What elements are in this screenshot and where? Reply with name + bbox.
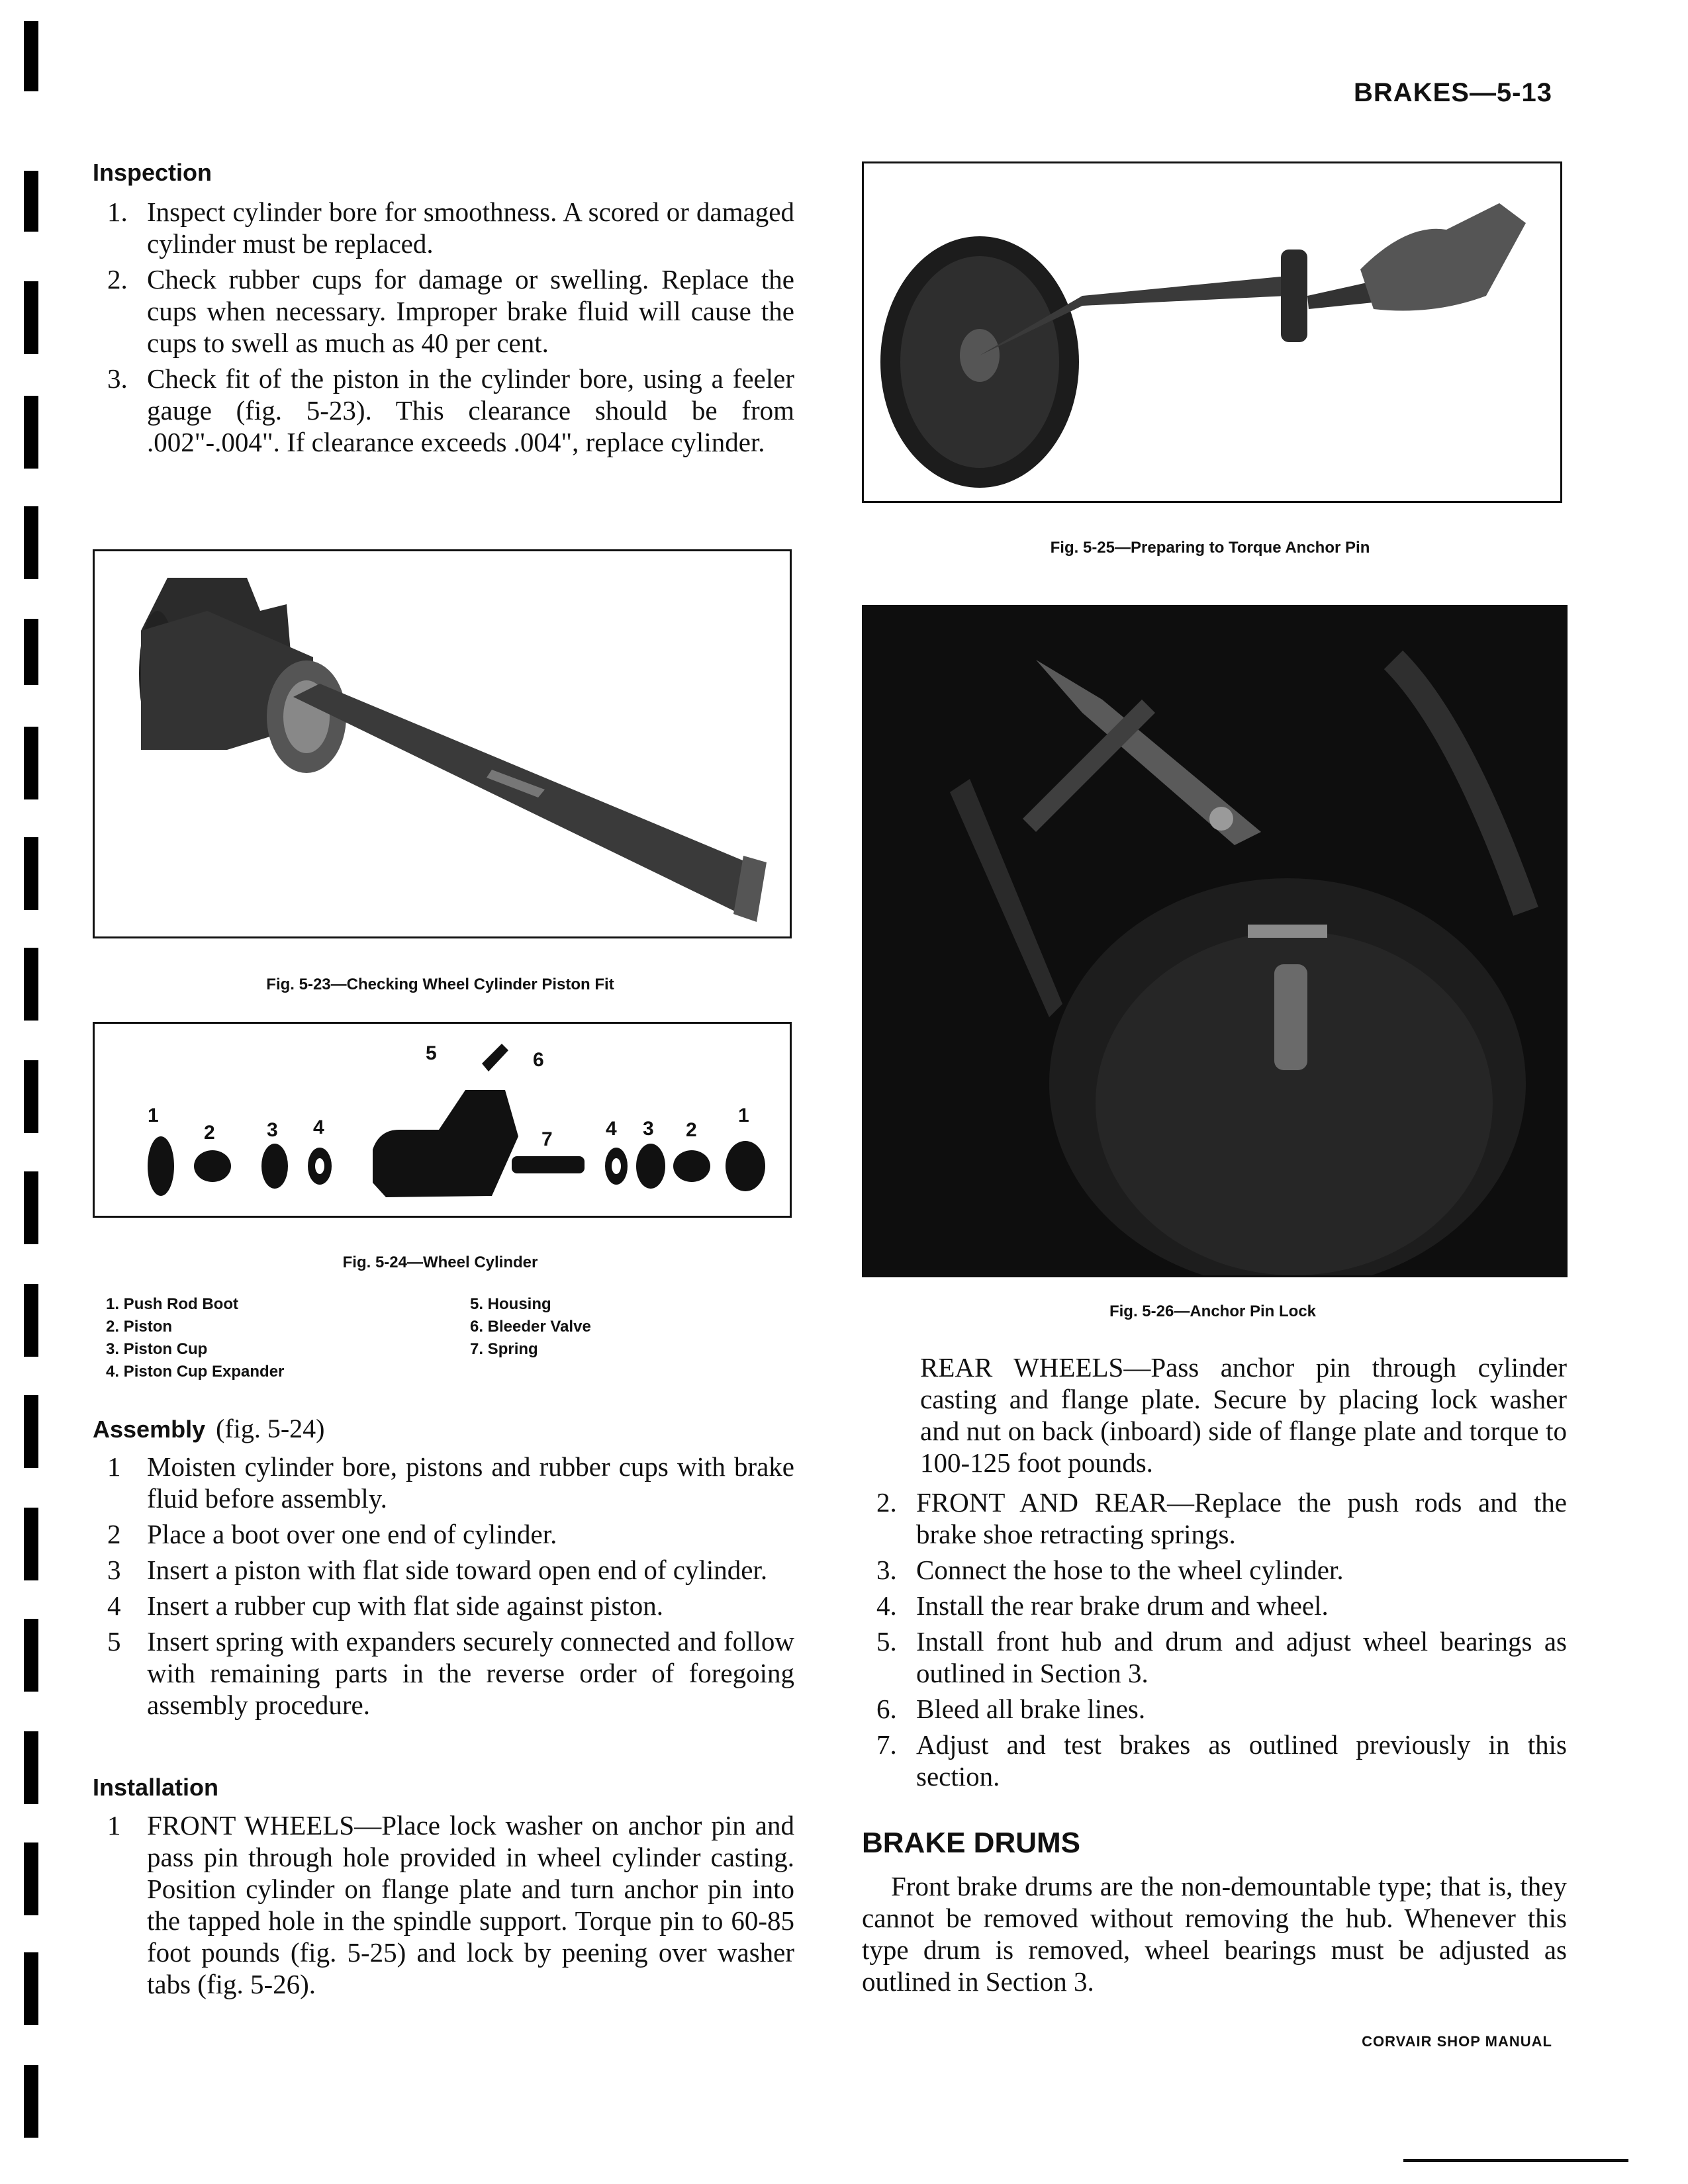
item-text: Insert a rubber cup with flat side against piston. — [147, 1590, 663, 1621]
item-text: Inspect cylinder bore for smoothness. A scored or damaged cylinder must be replaced. — [147, 197, 794, 259]
torque-anchor-pin-image — [864, 163, 1560, 501]
part-label: 2 — [686, 1119, 697, 1141]
item-number: 3 — [107, 1555, 121, 1585]
margin-mark — [24, 2065, 38, 2138]
assembly-list — [93, 1451, 794, 1721]
item-text: Bleed all brake lines. — [916, 1694, 1146, 1724]
item-text: Adjust and test brakes as outlined previously in this section. — [916, 1729, 1567, 1792]
list-item — [862, 1729, 1567, 1792]
margin-mark — [24, 1619, 38, 1692]
legend-item: 2. Piston — [106, 1318, 173, 1336]
rear-wheels-paragraph: REAR WHEELS—Pass anchor pin through cylinder casting and flange plate. Secure by placing lock washer and nut on back (inboard) side of flange plate and torque to 100-125 foot pounds. — [920, 1352, 1567, 1478]
margin-mark — [24, 1171, 38, 1244]
margin-mark — [24, 1395, 38, 1468]
item-number: 3. — [107, 363, 128, 394]
margin-mark — [24, 727, 38, 799]
legend-item: 5. Housing — [470, 1295, 551, 1313]
item-number: 5 — [107, 1626, 121, 1657]
list-item — [93, 1518, 794, 1550]
figure-5-25-caption: Fig. 5-25—Preparing to Torque Anchor Pin — [1050, 539, 1370, 557]
figure-5-24-legend-right — [470, 1293, 591, 1361]
assembly-heading: Assembly — [93, 1416, 206, 1443]
item-number: 2. — [107, 264, 128, 295]
legend-item: 1. Push Rod Boot — [106, 1295, 238, 1313]
part-label: 4 — [313, 1116, 324, 1138]
margin-mark — [24, 1508, 38, 1580]
list-item — [93, 1625, 794, 1721]
list-item — [862, 1590, 1567, 1621]
margin-mark — [24, 837, 38, 910]
item-number: 1 — [107, 1810, 121, 1841]
item-number: 7. — [876, 1729, 897, 1760]
anchor-pin-lock-image — [864, 607, 1566, 1275]
margin-mark — [24, 1284, 38, 1357]
list-item — [862, 1693, 1567, 1725]
item-text: Moisten cylinder bore, pistons and rubber cups with brake fluid before assembly. — [147, 1451, 794, 1514]
margin-mark — [24, 281, 38, 354]
margin-mark — [24, 396, 38, 469]
list-item — [93, 1451, 794, 1514]
figure-5-24 — [93, 1022, 792, 1218]
item-number: 4 — [107, 1590, 121, 1621]
item-number: 5. — [876, 1626, 897, 1657]
list-item — [93, 363, 794, 458]
figure-5-23 — [93, 549, 792, 938]
item-text: Connect the hose to the wheel cylinder. — [916, 1555, 1344, 1585]
figure-5-26-caption: Fig. 5-26—Anchor Pin Lock — [1109, 1302, 1317, 1320]
item-number: 1. — [107, 197, 128, 227]
item-number: 4. — [876, 1590, 897, 1621]
footer-rule — [1403, 2159, 1628, 2162]
margin-mark — [24, 619, 38, 685]
item-text: FRONT WHEELS—Place lock washer on anchor pin and pass pin through hole provided in wheel cylinder casting. Position cylinder on flange plate and turn anchor pin into the tapped hole in the spindle support. Torque pin to 60-85 foot pounds (fig. 5-25) and lock by peening over washer tabs (fig. 5-26). — [147, 1810, 794, 1999]
part-label: 2 — [204, 1122, 215, 1144]
list-item — [862, 1625, 1567, 1689]
item-number: 2 — [107, 1519, 121, 1549]
legend-item: 6. Bleeder Valve — [470, 1318, 591, 1336]
list-item — [93, 1590, 794, 1621]
legend-item: 7. Spring — [470, 1340, 538, 1358]
installation-list-part2 — [862, 1486, 1567, 1792]
margin-mark — [24, 948, 38, 1021]
figure-5-23-caption: Fig. 5-23—Checking Wheel Cylinder Piston Fit — [266, 976, 614, 993]
part-label: 5 — [426, 1042, 437, 1064]
list-item — [93, 196, 794, 259]
item-text: Install the rear brake drum and wheel. — [916, 1590, 1329, 1621]
figure-5-24-caption: Fig. 5-24—Wheel Cylinder — [342, 1253, 538, 1271]
margin-mark — [24, 1952, 38, 2025]
margin-mark — [24, 171, 38, 232]
inspection-section — [93, 159, 794, 462]
item-text: Check rubber cups for damage or swelling. Replace the cups when necessary. Improper brake fluid will cause the cups to swell as much as 40 per cent. — [147, 264, 794, 358]
list-item — [93, 263, 794, 359]
item-number: 1 — [107, 1451, 121, 1482]
item-text: Check fit of the piston in the cylinder bore, using a feeler gauge (fig. 5-23). This clearance should be from .002"-.004". If clearance exceeds .004", replace cylinder. — [147, 363, 794, 457]
assembly-heading-ref: (fig. 5-24) — [216, 1414, 325, 1443]
item-number: 3. — [876, 1555, 897, 1585]
item-number: 2. — [876, 1487, 897, 1518]
margin-mark — [24, 1731, 38, 1804]
legend-item: 4. Piston Cup Expander — [106, 1363, 285, 1381]
item-text: Install front hub and drum and adjust wheel bearings as outlined in Section 3. — [916, 1626, 1567, 1688]
wheel-cylinder-piston-image — [95, 551, 790, 936]
margin-mark — [24, 1060, 38, 1133]
part-label: 3 — [267, 1119, 278, 1141]
list-item — [93, 1809, 794, 2000]
list-item — [93, 1554, 794, 1586]
item-text: Insert a piston with flat side toward open end of cylinder. — [147, 1555, 768, 1585]
part-label: 1 — [148, 1105, 159, 1126]
list-item — [862, 1554, 1567, 1586]
margin-mark — [24, 506, 38, 579]
part-label: 7 — [541, 1128, 553, 1150]
installation-heading: Installation — [93, 1774, 219, 1801]
page-title: BRAKES—5-13 — [1354, 78, 1552, 107]
installation-continued — [862, 1351, 1567, 1997]
part-label: 3 — [643, 1118, 654, 1140]
inspection-heading: Inspection — [93, 159, 212, 186]
margin-mark — [24, 1843, 38, 1915]
figure-5-25 — [862, 161, 1562, 503]
figure-5-26 — [862, 605, 1568, 1277]
item-text: FRONT AND REAR—Replace the push rods and the brake shoe retracting springs. — [916, 1487, 1567, 1549]
brake-drums-title: BRAKE DRUMS — [862, 1827, 1080, 1859]
installation-list-part1 — [93, 1809, 794, 2000]
inspection-list — [93, 196, 794, 458]
assembly-section — [93, 1413, 794, 1725]
list-item — [862, 1486, 1567, 1550]
assembly-heading-row — [93, 1413, 794, 1444]
legend-item: 3. Piston Cup — [106, 1340, 208, 1358]
item-text: Place a boot over one end of cylinder. — [147, 1519, 557, 1549]
installation-section — [93, 1774, 794, 2004]
footer-manual-name: CORVAIR SHOP MANUAL — [1362, 2033, 1552, 2050]
part-label: 4 — [606, 1118, 617, 1140]
figure-5-24-legend-left — [106, 1293, 284, 1383]
margin-mark — [24, 21, 38, 91]
brake-drums-paragraph: Front brake drums are the non-demountable type; that is, they cannot be removed without removing the hub. Whenever this type drum is removed, wheel bearings must be adjusted as outlined in Section 3. — [862, 1871, 1567, 1997]
part-label: 6 — [533, 1049, 544, 1071]
part-label: 1 — [738, 1105, 749, 1126]
item-text: Insert spring with expanders securely connected and follow with remaining parts in the reverse order of foregoing assembly procedure. — [147, 1626, 794, 1720]
item-number: 6. — [876, 1694, 897, 1724]
